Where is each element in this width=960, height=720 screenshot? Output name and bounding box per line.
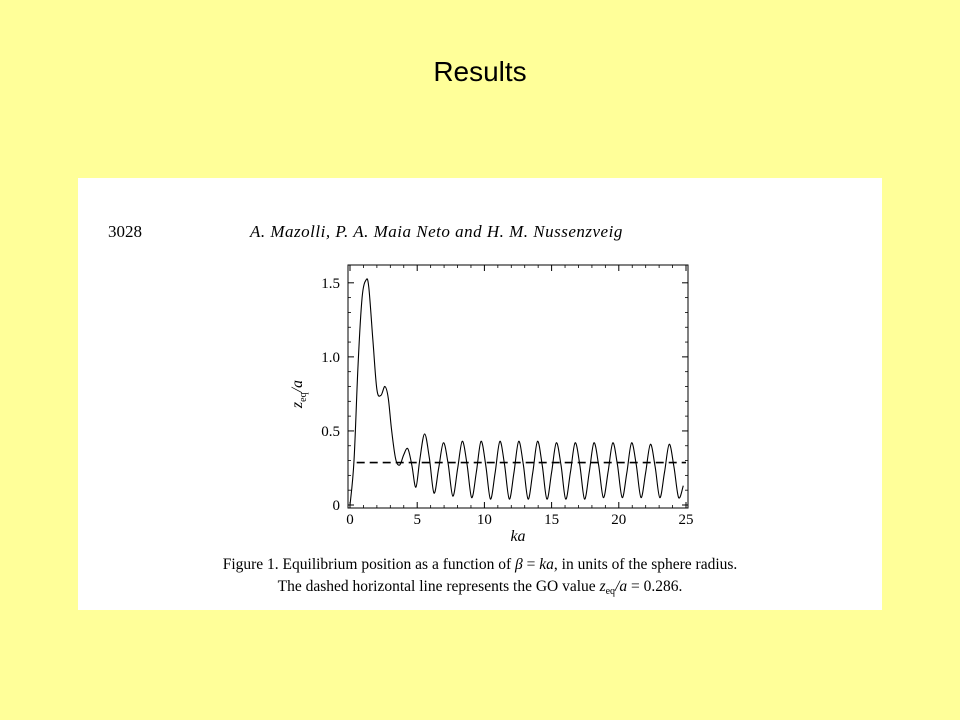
chart-series — [350, 279, 686, 505]
equilibrium-chart — [78, 178, 882, 558]
y-axis-label — [289, 380, 309, 409]
x-tick-label: 20 — [611, 512, 627, 528]
x-tick-label: 10 — [476, 512, 492, 528]
paper-excerpt — [78, 178, 882, 610]
svg-text:zeq/a: $z_{eq}/a$ — [289, 379, 309, 409]
x-tick-label: 5 — [413, 512, 421, 528]
y-tick-label: 0 — [332, 498, 340, 514]
y-tick-label: 1.0 — [321, 349, 340, 366]
figure-caption-line-2: The dashed horizontal line represents the GO value $z_{eq}/a = 0.286$. — [277, 578, 683, 597]
equilibrium-curve — [350, 279, 683, 505]
x-tick-label: 25 — [678, 512, 694, 528]
slide-title: Results — [433, 56, 527, 87]
x-axis-label: ka — [510, 528, 526, 545]
x-tick-label: 15 — [544, 512, 560, 528]
x-tick-label: 0 — [346, 512, 354, 528]
y-tick-label: 0.5 — [321, 423, 340, 440]
figure-caption-line-1: Figure 1. Equilibrium position as a function of β = ka, in units of the sphere radius. — [222, 556, 738, 573]
y-tick-label: 1.5 — [321, 275, 340, 292]
authors-line: A. Mazolli, P. A. Maia Neto and H. M. Nussenzveig — [250, 222, 623, 241]
page-number: 3028 — [108, 222, 142, 241]
